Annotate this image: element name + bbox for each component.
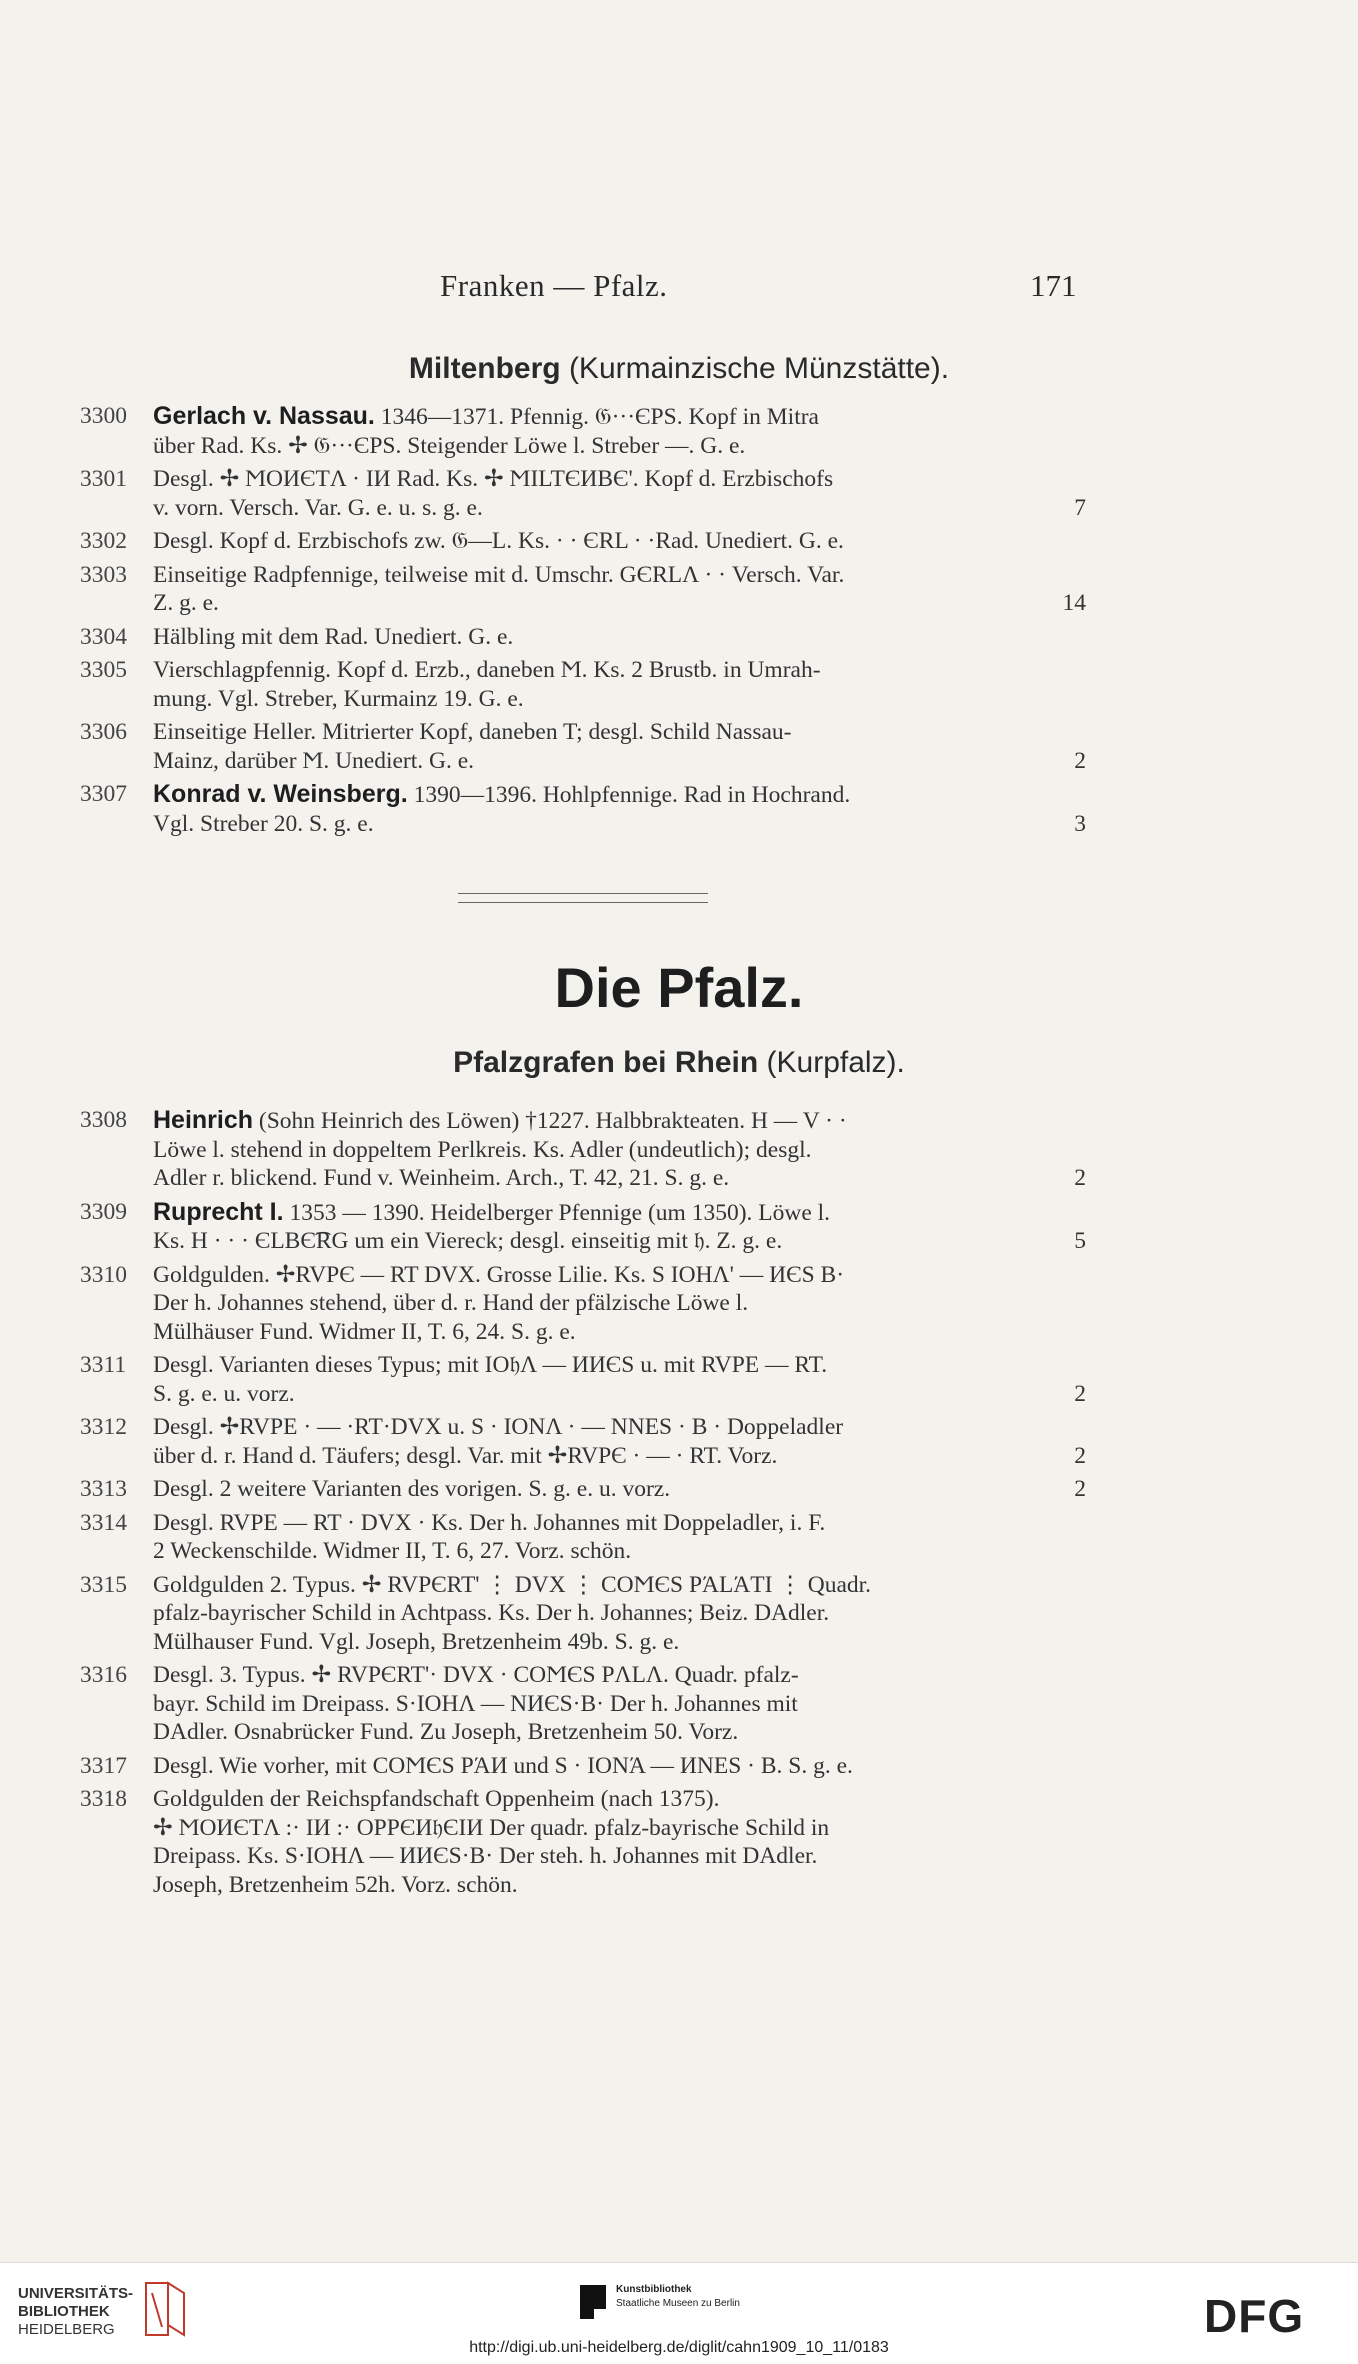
entry-text-line: ✢ ϺOИЄTΛ :· IИ :· OPPЄИ𝔥ЄIИ Der quadr. pfalz-bayrische Schild in: [153, 1814, 830, 1841]
entry-price: 2: [1074, 1476, 1086, 1502]
kb-line1: Kunstbibliothek: [616, 2284, 692, 2295]
entry-price: 2: [1074, 1165, 1086, 1191]
entry-text-line: (Sohn Heinrich des Löwen) †1227. Halbbrakteaten. H — V · ·: [258, 1108, 847, 1134]
entry-number: 3301: [80, 466, 127, 492]
entry-text-line: Goldgulden 2. Typus. ✢ RVPЄRT' ⋮ DVX ⋮ COϺЄS PΆLΆTI ⋮ Quadr.: [153, 1571, 872, 1598]
catalogue-entry: [80, 1351, 1090, 1408]
catalogue-entry: [80, 1106, 1090, 1193]
catalogue-entry: [80, 465, 1090, 522]
entry-text-line: Der h. Johannes stehend, über d. r. Hand der pfälzische Löwe l.: [153, 1290, 749, 1316]
ub-logo-icon: [142, 2279, 188, 2339]
catalogue-entry: [80, 402, 1090, 460]
entry-text-line: Joseph, Bretzenheim 52h. Vorz. schön.: [153, 1871, 518, 1898]
ub-logo-line3: HEIDELBERG: [18, 2321, 115, 2338]
footer-bar: [0, 2262, 1358, 2364]
ub-heidelberg-logo[interactable]: [18, 2285, 133, 2339]
entry-number: 3316: [80, 1662, 127, 1688]
section-heading-miltenberg: [0, 352, 1358, 386]
section-heading-bold: Pfalzgrafen bei Rhein: [453, 1046, 759, 1079]
entry-price: 5: [1074, 1228, 1086, 1254]
entry-text-line: Goldgulden. ✢RVPЄ — RT DVX. Grosse Lilie. Ks. S IOHΛ' — ИЄS B·: [153, 1261, 845, 1288]
entry-text-line: S. g. e. u. vorz.: [153, 1380, 295, 1407]
catalogue-entry: [80, 1475, 1090, 1504]
entry-number: 3309: [80, 1198, 127, 1225]
catalogue-entry: [80, 1571, 1090, 1657]
entry-text-line: Mülhauser Fund. Vgl. Joseph, Bretzenheim 49b. S. g. e.: [153, 1628, 680, 1655]
entry-text-line: DAdler. Osnabrücker Fund. Zu Joseph, Bretzenheim 50. Vorz.: [153, 1719, 739, 1745]
entry-number: 3314: [80, 1509, 127, 1536]
entry-number: 3308: [80, 1107, 127, 1133]
section-divider: [458, 893, 708, 903]
entry-text-line: Dreipass. Ks. S·IOHΛ — ИИЄS·B· Der steh. h. Johannes mit DAdler.: [153, 1843, 818, 1869]
entry-number: 3304: [80, 623, 127, 650]
catalogue-entry: [80, 1413, 1090, 1470]
entry-text-line: pfalz-bayrischer Schild in Achtpass. Ks. Der h. Johannes; Beiz. DAdler.: [153, 1600, 830, 1626]
entry-text-line: 1346—1371. Pfennig. 𝔊···ЄPS. Kopf in Mitra: [380, 404, 819, 430]
entry-ruler-name: Konrad v. Weinsberg.: [153, 780, 408, 808]
kunstbibliothek-logo[interactable]: [578, 2283, 740, 2321]
entries-miltenberg: [80, 402, 1090, 843]
catalogue-entry: [80, 1509, 1090, 1566]
entry-number: 3312: [80, 1414, 127, 1440]
entry-number: 3300: [80, 403, 127, 429]
entry-text-line: über d. r. Hand d. Täufers; desgl. Var. mit ✢RVPЄ · — · RT. Vorz.: [153, 1442, 778, 1469]
entry-text-line: Desgl. RVPE — RT · DVX · Ks. Der h. Johannes mit Doppeladler, i. F.: [153, 1509, 826, 1536]
catalogue-entry: [80, 1198, 1090, 1256]
permalink-url[interactable]: http://digi.ub.uni-heidelberg.de/diglit/cahn1909_10_11/0183: [469, 2339, 889, 2356]
running-head-title: Franken — Pfalz.: [440, 268, 668, 303]
catalogue-entry: [80, 1661, 1090, 1747]
ub-logo-line2: BIBLIOTHEK: [18, 2303, 110, 2320]
entry-ruler-name: Heinrich: [153, 1106, 254, 1134]
entry-price: 2: [1074, 747, 1086, 774]
entry-number: 3311: [80, 1352, 127, 1378]
entry-text-line: Desgl. ✢ ϺOИЄTΛ · IИ Rad. Ks. ✢ ϺILTЄИBЄ'. Kopf d. Erzbischofs: [153, 466, 834, 492]
chapter-title: Die Pfalz.: [554, 956, 804, 1019]
catalogue-entry: [80, 527, 1090, 556]
catalogue-entry: [80, 1752, 1090, 1781]
entry-text-line: Vgl. Streber 20. S. g. e.: [153, 810, 374, 837]
catalogue-entry: [80, 656, 1090, 713]
entry-number: 3310: [80, 1261, 127, 1288]
entry-price: 2: [1074, 1442, 1086, 1469]
entry-number: 3305: [80, 657, 127, 683]
entry-text-line: Adler r. blickend. Fund v. Weinheim. Arch., T. 42, 21. S. g. e.: [153, 1165, 730, 1191]
catalogue-entry: [80, 780, 1090, 838]
ub-logo-line1: UNIVERSITÄTS-: [18, 2285, 134, 2302]
kunstbibliothek-icon: [578, 2283, 608, 2321]
entry-price: 3: [1074, 810, 1086, 837]
section-heading-light: (Kurpfalz).: [766, 1046, 905, 1079]
entry-number: 3313: [80, 1476, 127, 1502]
entry-text-line: Desgl. Wie vorher, mit COϺЄS PΆИ und S · IONΆ — ИNES · B. S. g. e.: [153, 1752, 853, 1779]
running-head: [0, 268, 1358, 318]
catalogue-entry: [80, 718, 1090, 775]
entry-text-line: mung. Vgl. Streber, Kurmainz 19. G. e.: [153, 685, 524, 712]
kb-line2: Staatliche Museen zu Berlin: [616, 2298, 740, 2309]
entry-text-line: über Rad. Ks. ✢ 𝔊···ЄPS. Steigender Löwe l. Streber —. G. e.: [153, 432, 746, 459]
entry-price: 2: [1074, 1380, 1086, 1407]
entry-text-line: Desgl. Kopf d. Erzbischofs zw. 𝔊—L. Ks. · · ЄRL · ·Rad. Unediert. G. e.: [153, 528, 844, 554]
entry-text-line: Desgl. 3. Typus. ✢ RVPЄRT'· DVX · COϺЄS PΛLΛ. Quadr. pfalz-: [153, 1662, 799, 1688]
entry-text-line: Goldgulden der Reichspfandschaft Oppenheim (nach 1375).: [153, 1786, 720, 1812]
entry-text-line: Löwe l. stehend in doppeltem Perlkreis. Ks. Adler (undeutlich); desgl.: [153, 1136, 812, 1163]
entry-text-line: bayr. Schild im Dreipass. S·IOHΛ — NИЄS·B· Der h. Johannes mit: [153, 1690, 798, 1717]
entry-text-line: 2 Weckenschilde. Widmer II, T. 6, 27. Vorz. schön.: [153, 1538, 632, 1564]
section-heading-light: (Kurmainzische Münzstätte).: [568, 352, 950, 385]
entry-text-line: Desgl. 2 weitere Varianten des vorigen. S. g. e. u. vorz.: [153, 1476, 671, 1502]
entry-text-line: Ks. H · · · ЄLBЄ͡RG um ein Viereck; desgl. einseitig mit 𝔥. Z. g. e.: [153, 1228, 783, 1254]
dfg-logo[interactable]: DFG: [1204, 2290, 1305, 2342]
entry-text-line: Hälbling mit dem Rad. Unediert. G. e.: [153, 623, 514, 650]
catalogue-entry: [80, 1261, 1090, 1347]
entry-text-line: Vierschlagpfennig. Kopf d. Erzb., daneben Ϻ. Ks. 2 Brustb. in Umrah-: [153, 657, 821, 683]
entry-number: 3317: [80, 1752, 127, 1779]
entry-text-line: v. vorn. Versch. Var. G. e. u. s. g. e.: [153, 494, 483, 521]
entry-number: 3318: [80, 1786, 127, 1812]
entry-ruler-name: Ruprecht I.: [153, 1197, 284, 1226]
entry-text-line: Einseitige Heller. Mitrierter Kopf, daneben T; desgl. Schild Nassau-: [153, 719, 792, 745]
entry-number: 3302: [80, 528, 127, 554]
entry-text-line: Mülhäuser Fund. Widmer II, T. 6, 24. S. g. e.: [153, 1318, 576, 1345]
entry-ruler-name: Gerlach v. Nassau.: [153, 402, 375, 430]
section-heading-pfalzgrafen: [0, 1046, 1358, 1080]
entry-text-line: Desgl. Varianten dieses Typus; mit IO𝔥Λ — ИИЄS u. mit RVPE — RT.: [153, 1352, 828, 1378]
page-number: 171: [1030, 268, 1077, 303]
entry-text-line: 1353 — 1390. Heidelberger Pfennige (um 1350). Löwe l.: [289, 1199, 831, 1226]
entry-price: 14: [1062, 590, 1086, 616]
section-heading-bold: Miltenberg: [408, 352, 561, 385]
entry-number: 3306: [80, 719, 127, 745]
entry-number: 3307: [80, 781, 127, 807]
catalogue-entry: [80, 623, 1090, 652]
entry-number: 3315: [80, 1571, 127, 1598]
entry-text-line: Mainz, darüber Ϻ. Unediert. G. e.: [153, 747, 475, 774]
entries-pfalz: [80, 1106, 1090, 1904]
catalogue-entry: [80, 561, 1090, 618]
entry-text-line: Z. g. e.: [153, 590, 219, 616]
entry-text-line: Einseitige Radpfennige, teilweise mit d. Umschr. GЄRLΛ · · Versch. Var.: [153, 561, 845, 588]
entry-text-line: 1390—1396. Hohlpfennige. Rad in Hochrand.: [413, 782, 851, 808]
catalogue-entry: [80, 1785, 1090, 1899]
entry-text-line: Desgl. ✢RVPE · — ·RT·DVX u. S · IONΛ · — NNES · B · Doppeladler: [153, 1414, 844, 1440]
entry-price: 7: [1074, 494, 1086, 521]
entry-number: 3303: [80, 561, 127, 588]
